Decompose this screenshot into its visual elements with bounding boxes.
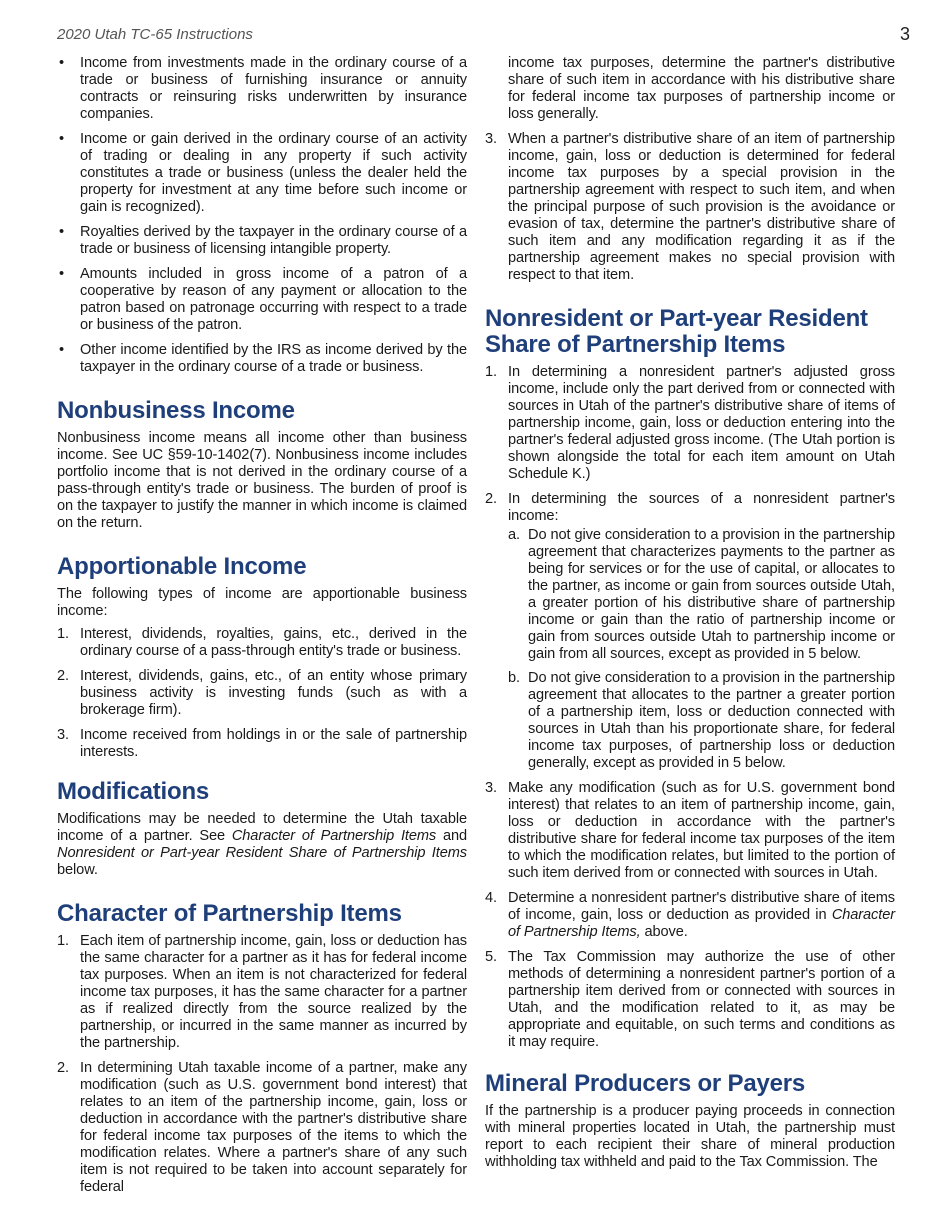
list-item [485,890,895,941]
sub-item-letter: b. [508,670,520,686]
section-heading-nonbusiness-income: Nonbusiness Income [57,397,295,424]
sub-list [508,527,895,772]
modifications-text-b: and [436,828,467,844]
nonbusiness-income-text: Nonbusiness income means all income other than business income. See UC §59-10-1402(7). Nonbusiness income includes portfolio income that is not derived in the ordinary course of a pass-through entity's trade or business. The burden of proof is on the taxpayer to justify the manner in which income is claimed on the return. [57,430,467,531]
item-text: Interest, dividends, royalties, gains, etc., derived in the ordinary course of a pass-through entity's trade or business. [80,626,467,659]
bullet-item [57,342,467,376]
bullet-item [57,266,467,334]
bullet-icon: • [59,342,65,358]
bullet-text: Income or gain derived in the ordinary course of an activity of trading or dealing in any property if such activity constitutes a trade or business (unless the dealer held the property for investment at any time before such income or gain is recognized). [80,131,467,215]
list-item [57,933,467,1052]
mineral-producers-section [485,1071,895,1171]
list-item [57,727,467,761]
section-heading-apportionable-income: Apportionable Income [57,553,307,580]
left-column [57,55,467,1204]
section-heading-mineral-producers: Mineral Producers or Payers [485,1070,806,1097]
item-text: When a partner's distributive share of an item of partnership income, gain, loss or deduction is determined for federal income tax purposes by a special provision in the partnership agreement with respect to such item, and when the principal purpose of such provision is the avoidance or evasion of tax, determine the partner's distributive share of such item and any modification regarding it as if the partnership agreement makes no special provision with respect to that item. [508,131,895,283]
item-text: Income received from holdings in or the sale of partnership interests. [80,727,467,760]
bullet-text: Amounts included in gross income of a patron of a cooperative by reason of any payment or allocation to the patron based on patronage occurring with respect to a trade or business of the patron. [80,266,467,333]
item-text: In determining the sources of a nonresident partner's income: [508,491,895,524]
nonbusiness-income-section [57,398,467,532]
character-of-partnership-items-section [57,901,467,1196]
list-item [57,626,467,660]
list-item [57,668,467,719]
document-header-title: 2020 Utah TC-65 Instructions [57,26,253,43]
item-number: 1. [57,626,69,642]
item-number: 4. [485,890,497,906]
section-heading-modifications: Modifications [57,778,210,805]
item-text: Interest, dividends, gains, etc., of an entity whose primary business activity is investing funds (such as with a brokerage firm). [80,668,467,718]
sub-list-item [508,527,895,663]
item-reference-character: Character of Partnership Items, [508,907,895,940]
bullet-icon: • [59,131,65,147]
page-number: 3 [899,24,910,44]
bullet-item [57,55,467,123]
right-column [485,55,895,1171]
mineral-producers-text: If the partnership is a producer paying proceeds in connection with mineral properties located in Utah, the partnership must report to each recipient their share of mineral production withholding tax withheld and paid to the Tax Commission. The [485,1103,895,1170]
list-item [485,491,895,772]
item-number: 2. [485,491,497,507]
bullet-text: Other income identified by the IRS as income derived by the taxpayer in the ordinary course of a trade or business. [80,342,467,375]
section-heading-nonresident-share: Nonresident or Part-year Resident Share of Partnership Items [485,305,868,358]
list-item [485,131,895,284]
item-number: 1. [57,933,69,949]
sub-item-letter: a. [508,527,520,543]
modifications-reference-nonresident: Nonresident or Part-year Resident Share of Partnership Items [57,845,467,861]
item-text: The Tax Commission may authorize the use of other methods of determining a nonresident partner's portion of a partnership item derived from or connected with sources in Utah, and the modification related to it, as may be appropriate and equitable, on such terms and conditions as it may require. [508,949,895,1050]
item-text: In determining Utah taxable income of a partner, make any modification (such as U.S. government bond interest) that relates to an item of the partnership income, gain, loss or deduction in accordance with the partner's distributive share for federal income tax purposes of the items to which the modification relates. Where a partner's share of any such item is not required to be taken into account separately for federal [80,1060,467,1195]
item-text: Each item of partnership income, gain, loss or deduction has the same character for a partner as it has for federal income tax purposes. When an item is not characterized for federal income tax purposes, it has the same character for a partner as if realized directly from the source realized by the partnership, or incurred in the same manner as incurred by the partnership. [80,933,467,1051]
list-item [485,780,895,882]
item-number: 3. [485,780,497,796]
modifications-text-c: below. [57,862,98,878]
item-number: 2. [57,1060,69,1076]
modifications-text [57,811,467,879]
sub-item-text: Do not give consideration to a provision in the partnership agreement that allocates to the partner a greater portion of a partnership item, loss or deduction connected with sources in Utah than his proportionate share, for federal income tax purposes, of partnership loss or deduction generally, except as provided in 5 below. [528,670,895,771]
sub-list-item [508,670,895,772]
item-number: 3. [485,131,497,147]
modifications-reference-character: Character of Partnership Items [231,828,437,844]
bullet-icon: • [59,55,65,71]
list-item [485,949,895,1051]
apportionable-income-section [57,554,467,761]
item-number: 5. [485,949,497,965]
modifications-text-a: Modifications may be needed to determine the Utah taxable income of a partner. See [57,811,467,844]
item-text: Make any modification (such as for U.S. government bond interest) that relates to an item of partnership income, gain, loss or deduction in accordance with the partner's distributive share for federal income tax purposes of the item to which the modification relates, but limited to the portion of such item derived from or connected with sources in Utah. [508,780,895,881]
list-item [485,364,895,483]
item-number: 3. [57,727,69,743]
item-text: In determining a nonresident partner's adjusted gross income, include only the part derived from or connected with sources in Utah of the partner's distributive share of items of partnership income, gain, loss or deduction entering into the partner's federal adjusted gross income. (The Utah portion is shown alongside the total for each item amount on Utah Schedule K.) [508,364,895,482]
item-number: 1. [485,364,497,380]
business-income-bullet-list [57,55,467,376]
item-text [508,890,895,940]
apportionable-income-intro: The following types of income are apportionable business income: [57,586,467,619]
item-text-a: Determine a nonresident partner's distributive share of items of income, gain, loss or deduction as provided in [508,890,895,923]
bullet-icon: • [59,266,65,282]
list-item [57,1060,467,1196]
sub-item-text: Do not give consideration to a provision in the partnership agreement that characterizes payments to the partner as being for services or for the use of capital, or allocates to the partner, as income or gain from sources outside Utah, a greater portion of his distributive share of partnership income or gain than the ratio of partnership income or gain from sources outside Utah to partnership income or gain from all sources, except as provided in 5 below. [528,527,895,662]
character-item-2-continuation: income tax purposes, determine the partner's distributive share of such item in accordance with his distributive share for federal income tax purposes of partnership income or loss generally. [508,55,895,122]
bullet-item [57,224,467,258]
character-items-list [57,933,467,1196]
bullet-text: Income from investments made in the ordinary course of a trade or business of furnishing insurance or annuity contracts or reinsuring risks underwritten by insurance companies. [80,55,467,122]
modifications-section [57,779,467,879]
bullet-item [57,131,467,216]
section-heading-character-of-partnership-items: Character of Partnership Items [57,900,402,927]
bullet-text: Royalties derived by the taxpayer in the ordinary course of a trade or business of licensing intangible property. [80,224,467,257]
bullet-icon: • [59,224,65,240]
nonresident-share-section [485,306,895,1051]
item-number: 2. [57,668,69,684]
item-text-b: above. [640,924,688,940]
apportionable-income-list [57,626,467,761]
